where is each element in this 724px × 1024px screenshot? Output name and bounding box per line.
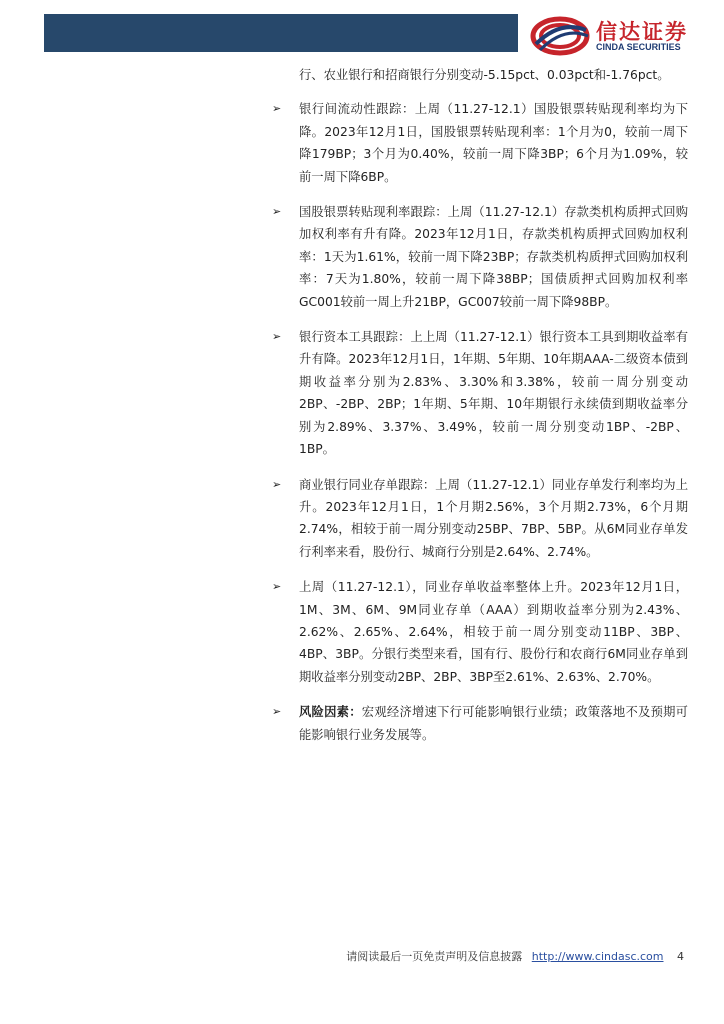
bullet-text: 商业银行同业存单跟踪：上周（11.27-12.1）同业存单发行利率均为上升。2023年12月1日，1个月期2.56%，3个月期2.73%，6个月期2.74%，相较于前一周分别变动25BP、7BP、5BP。从6M同业存单发行利率来看，股份行、城商行分别是2.64%、2.74%。: [299, 477, 688, 559]
bullet-arrow-icon: ➢: [272, 477, 282, 491]
risk-label: 风险因素：: [299, 705, 362, 720]
bullet-arrow-icon: ➢: [272, 705, 282, 719]
risk-text: 宏观经济增速下行可能影响银行业绩；政策落地不及预期可能影响银行业务发展等。: [299, 705, 688, 742]
page-footer: [346, 948, 684, 964]
bullet-risk-factors: [270, 701, 688, 746]
page-number: 4: [677, 950, 684, 963]
bullet-interbank-liquidity: [270, 98, 688, 188]
cinda-globe-icon: [530, 14, 590, 58]
bullet-ncd-yield: [270, 576, 688, 688]
bullet-text: 银行间流动性跟踪：上周（11.27-12.1）国股银票转贴现利率均为下降。2023年12月1日，国股银票转贴现利率：1个月为0，较前一周下降179BP；3个月为0.40%，较前一周下降3BP；6个月为1.09%，较前一周下降6BP。: [299, 102, 688, 184]
report-body: [270, 64, 688, 759]
bullet-capital-tools: [270, 326, 688, 460]
disclaimer-notice: 请阅读最后一页免责声明及信息披露: [346, 950, 523, 963]
header-bar: [44, 14, 518, 52]
bullet-ncd-issuance: [270, 474, 688, 564]
brand-name-cn: 信达证券: [596, 20, 688, 44]
bullet-arrow-icon: ➢: [272, 580, 282, 594]
website-link[interactable]: http://www.cindasc.com: [531, 950, 664, 963]
bullet-text: 上周（11.27-12.1），同业存单收益率整体上升。2023年12月1日，1M、3M、6M、9M同业存单（AAA）到期收益率分别为2.43%、2.62%、2.65%、2.64%，相较于前一周分别变动11BP、3BP、4BP、3BP。分银行类型来看，国有行、股份行和农商行6M同业存单到期收益率分别变动2BP、2BP、3BP至2.61%、2.63%、2.70%。: [299, 580, 688, 684]
bullet-arrow-icon: ➢: [272, 102, 282, 116]
bullet-text: 银行资本工具跟踪：上上周（11.27-12.1）银行资本工具到期收益率有升有降。2023年12月1日，1年期、5年期、10年期AAA-二级资本债到期收益率分别为2.83%、3.30%和3.38%，较前一周分别变动2BP、-2BP、2BP；1年期、5年期、10年期银行永续债到期收益率分别为2.89%、3.37%、3.49%，较前一周分别变动1BP、-2BP、1BP。: [299, 330, 688, 457]
brand-name-en: CINDA SECURITIES: [596, 42, 681, 52]
bullet-arrow-icon: ➢: [272, 205, 282, 219]
cinda-logo: [530, 14, 710, 58]
bullet-repo-rate: [270, 201, 688, 313]
continuation-paragraph: 行、农业银行和招商银行分别变动-5.15pct、0.03pct和-1.76pct。: [299, 68, 670, 82]
bullet-arrow-icon: ➢: [272, 330, 282, 344]
bullet-text: 国股银票转贴现利率跟踪：上周（11.27-12.1）存款类机构质押式回购加权利率有升有降。2023年12月1日，存款类机构质押式回购加权利率：1天为1.61%，较前一周下降23BP；存款类机构质押式回购加权利率：7天为1.80%，较前一周下降38BP；国债质押式回购加权利率GC001较前一周上升21BP，GC007较前一周下降98BP。: [299, 205, 688, 309]
